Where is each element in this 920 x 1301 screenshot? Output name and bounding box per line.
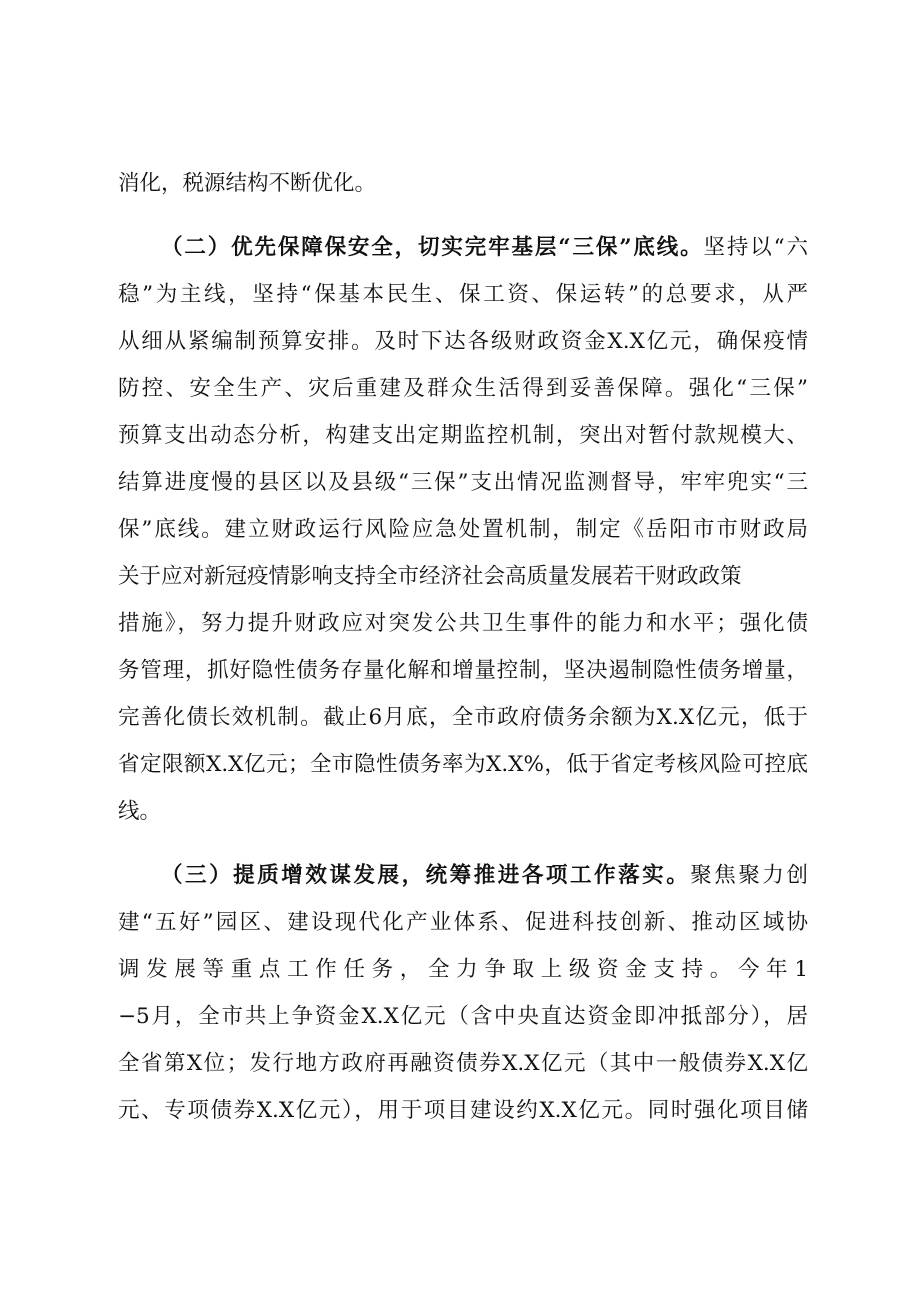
section-heading-3: （三）提质增效谋发展，统筹推进各项工作落实。 (161, 863, 691, 888)
paragraph-2-first-line-text: 坚持以“六 (703, 235, 808, 260)
paragraph-2-line: 完善化债长效机制。截止6月底，全市政府债务余额为X.X亿元，低于 (118, 705, 808, 730)
paragraph-2-line: 省定限额X.X亿元；全市隐性债务率为X.X%，低于省定考核风险可控底 (118, 752, 808, 777)
paragraph-2-line: 预算支出动态分析，构建支出定期监控机制，突出对暂付款规模大、 (118, 423, 808, 448)
paragraph-3-first-line-text: 聚焦聚力创 (690, 863, 808, 888)
paragraph-2-line: 措施》，努力提升财政应对突发公共卫生事件的能力和水平；强化债 (118, 611, 808, 636)
paragraph-2-line: 防控、安全生产、灾后重建及群众生活得到妥善保障。强化“三保” (118, 376, 808, 401)
paragraph-3-line: 调发展等重点工作任务，全力争取上级资金支持。今年1 (118, 957, 808, 982)
paragraph-gap (118, 835, 808, 852)
paragraph-2-first-line (118, 224, 808, 271)
paragraph-3-line: 建“五好”园区、建设现代化产业体系、促进科技创新、推动区域协 (118, 910, 808, 935)
paragraph-2-line: 务管理，抓好隐性债务存量化解和增量控制，坚决遏制隐性债务增量， (118, 658, 808, 683)
paragraph-2-line: 保”底线。建立财政运行风险应急处置机制，制定《岳阳市市财政局 (118, 517, 808, 542)
document-body (118, 160, 808, 1134)
section-heading-2: （二）优先保障保安全，切实完牢基层“三保”底线。 (161, 235, 704, 260)
paragraph-2-line: 关于应对新冠疫情影响支持全市经济社会高质量发展若干财政政策 (118, 564, 742, 589)
paragraph-2-line: 结算进度慢的县区以及县级“三保”支出情况监测督导，牢牢兜实“三 (118, 470, 808, 495)
paragraph-3-line: −5月，全市共上争资金X.X亿元（含中央直达资金即冲抵部分），居 (118, 1004, 808, 1029)
paragraph-3-first-line (118, 852, 808, 899)
paragraph-1-line: 消化，税源结构不断优化。 (118, 171, 377, 196)
paragraph-3-line: 全省第X位；发行地方政府再融资债券X.X亿元（其中一般债券X.X亿 (118, 1051, 808, 1076)
paragraph-2-line: 稳”为主线，坚持“保基本民生、保工资、保运转”的总要求，从严 (118, 282, 808, 307)
paragraph-2-line: 线。 (118, 799, 162, 824)
paragraph-3-line: 元、专项债券X.X亿元），用于项目建设约X.X亿元。同时强化项目储 (118, 1098, 808, 1123)
paragraph-2-line: 从细从紧编制预算安排。及时下达各级财政资金X.X亿元，确保疫情 (118, 329, 808, 354)
paragraph-gap (118, 207, 808, 224)
